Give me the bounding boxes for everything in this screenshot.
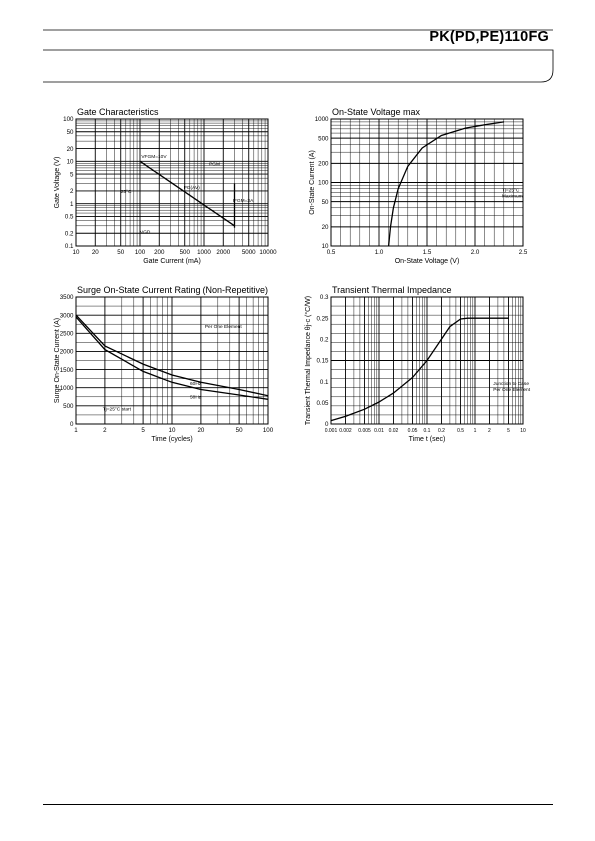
- x-tick-label: 2: [103, 427, 107, 434]
- annotation: PG(AV): [183, 186, 200, 192]
- annotation: Per One Element: [493, 387, 531, 393]
- y-tick-label: 2: [70, 188, 74, 196]
- y-tick-label: 3500: [59, 294, 74, 302]
- y-tick-label: 50: [321, 198, 329, 206]
- x-tick-label: 20: [91, 249, 99, 256]
- x-tick-label: 2: [488, 428, 491, 434]
- annotation: Maximum: [501, 194, 523, 200]
- y-tick-label: 0.25: [316, 315, 329, 323]
- y-tick-label: 100: [318, 179, 329, 187]
- y-tick-label: 50: [66, 128, 74, 136]
- x-tick-label: 100: [134, 249, 146, 256]
- x-axis-label: On-State Voltage (V): [394, 258, 460, 265]
- part-number: PK(PD,PE)110FG: [429, 29, 549, 45]
- y-tick-label: 200: [318, 160, 329, 168]
- x-tick-label: 50: [235, 427, 243, 434]
- annotation: Tj=25°C start: [102, 407, 131, 413]
- x-tick-label: 0.2: [437, 428, 445, 434]
- y-tick-label: 100: [63, 116, 74, 124]
- x-tick-label: 0.5: [457, 428, 465, 434]
- x-tick-label: 10: [72, 249, 80, 256]
- y-tick-label: 0.5: [64, 213, 74, 221]
- chart-title: Transient Thermal Impedance: [332, 285, 452, 295]
- y-tick-label: 0.2: [319, 336, 329, 344]
- chart-title: Gate Characteristics: [77, 107, 159, 117]
- annotation: Per One Element: [204, 324, 242, 330]
- x-tick-label: 500: [179, 249, 190, 256]
- y-tick-label: 0: [325, 421, 329, 429]
- x-tick-label: 1.5: [422, 249, 432, 256]
- x-tick-label: 1.0: [374, 249, 384, 256]
- y-tick-label: 1: [70, 200, 74, 208]
- y-tick-label: 500: [63, 403, 74, 411]
- x-tick-label: 5000: [241, 249, 256, 256]
- x-tick-label: 5: [507, 428, 510, 434]
- y-tick-label: 0.2: [64, 230, 74, 238]
- x-tick-label: 20: [197, 427, 205, 434]
- x-tick-label: 0.02: [388, 428, 399, 434]
- x-tick-label: 1: [74, 427, 78, 434]
- x-tick-label: 10: [520, 428, 526, 434]
- x-tick-label: 200: [154, 249, 165, 256]
- y-tick-label: 1000: [59, 384, 74, 392]
- y-axis-label: Transient Thermal Impedance θj-c (°C/W): [305, 295, 312, 426]
- y-tick-label: 20: [321, 224, 329, 232]
- y-tick-label: 2000: [59, 348, 74, 356]
- y-tick-label: 1000: [314, 116, 329, 124]
- x-tick-label: 0.001: [324, 428, 338, 434]
- annotation: Tj=25°C: [501, 188, 520, 194]
- x-tick-label: 0.05: [407, 428, 418, 434]
- y-tick-label: 500: [318, 135, 329, 143]
- chart-title: On-State Voltage max: [332, 107, 421, 117]
- y-axis-label: On-State Current (A): [309, 150, 316, 215]
- x-tick-label: 50: [117, 249, 125, 256]
- x-tick-label: 2.0: [470, 249, 480, 256]
- x-tick-label: 0.1: [423, 428, 431, 434]
- series-label: 50Hz: [190, 395, 202, 401]
- annotation: Junction to Case: [493, 382, 529, 388]
- y-tick-label: 0.1: [319, 378, 329, 386]
- y-tick-label: 1500: [59, 366, 74, 374]
- y-tick-label: 0.15: [316, 357, 329, 365]
- y-axis-label: Surge On-State Current (A): [54, 317, 61, 404]
- x-tick-label: 5: [141, 427, 145, 434]
- x-tick-label: 10: [168, 427, 176, 434]
- x-tick-label: 0.005: [358, 428, 371, 434]
- x-axis-label: Gate Current (mA): [143, 258, 201, 265]
- y-tick-label: 20: [66, 145, 74, 153]
- x-tick-label: 10000: [259, 249, 277, 256]
- x-tick-label: 0.01: [374, 428, 384, 434]
- annotation: 25°C: [120, 189, 132, 195]
- annotation: IFGM=3A: [232, 198, 254, 204]
- x-tick-label: 1: [473, 428, 477, 434]
- x-tick-label: 0.5: [326, 249, 336, 256]
- y-axis-label: Gate Voltage (V): [54, 156, 61, 209]
- annotation: VFGM=10V: [141, 154, 167, 160]
- series-label: 60Hz: [190, 382, 202, 388]
- chart-subtitle: (Non-Repetitive): [202, 285, 268, 295]
- y-tick-label: 5: [70, 171, 74, 179]
- y-tick-label: 0.3: [319, 294, 329, 302]
- x-tick-label: 0.002: [339, 428, 352, 434]
- annotation: VGD: [140, 230, 151, 236]
- y-tick-label: 10: [321, 243, 329, 251]
- x-tick-label: 2.5: [518, 249, 528, 256]
- x-tick-label: 100: [262, 427, 274, 434]
- y-tick-label: 3000: [59, 312, 74, 320]
- y-tick-label: 0: [70, 421, 74, 429]
- x-axis-label: Time (cycles): [151, 436, 193, 443]
- y-tick-label: 0.1: [64, 243, 74, 251]
- y-tick-label: 10: [66, 158, 74, 166]
- x-tick-label: 2000: [216, 249, 231, 256]
- x-tick-label: 1000: [197, 249, 211, 256]
- annotation: PGM: [209, 162, 221, 168]
- y-tick-label: 0.05: [316, 400, 329, 408]
- x-axis-label: Time t (sec): [408, 436, 446, 443]
- chart-title: Surge On-State Current Rating: [77, 285, 201, 295]
- y-tick-label: 2500: [59, 330, 74, 338]
